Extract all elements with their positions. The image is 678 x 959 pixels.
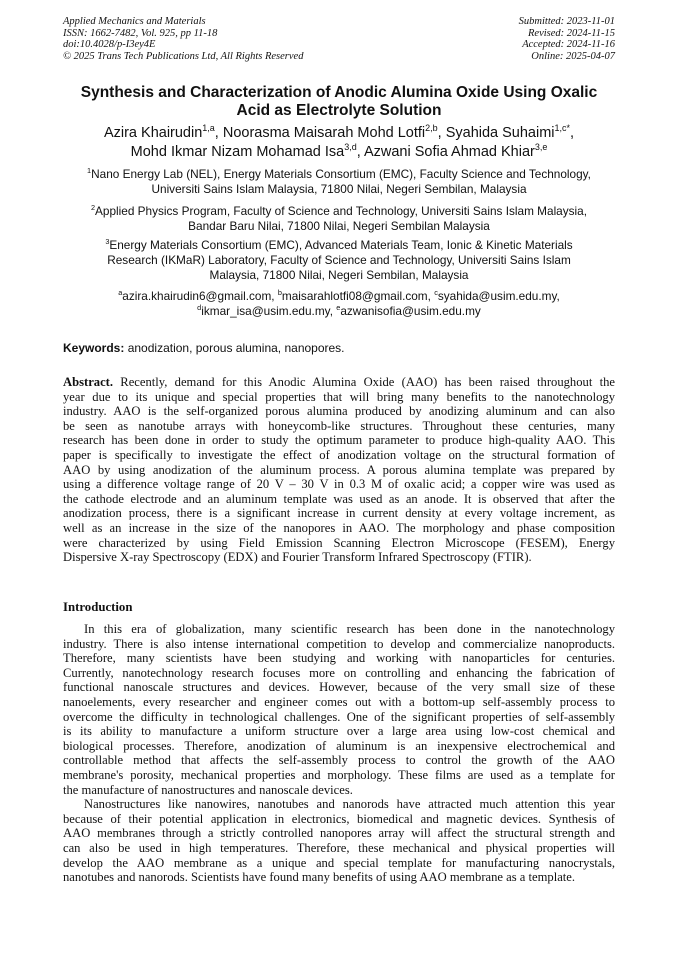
affiliation-line: Nano Energy Lab (NEL), Energy Materials Consortium (EMC), Faculty Science and Technology, [91, 167, 591, 181]
author-sup: 1,c* [554, 123, 571, 134]
abstract-line: Recently, demand for this Anodic Alumina Oxide (AAO) has been raised throughout the [120, 375, 615, 389]
doi-link[interactable]: doi:10.4028/p-I3ey4E [63, 39, 156, 50]
paragraph-line: nanotubes and nanorods. Scientists have found many benefits of using AAO membrane as a template. [63, 870, 576, 885]
title-line-1: Synthesis and Characterization of Anodic Alumina Oxide Using Oxalic [80, 84, 598, 101]
author-name: Syahida Suhaimi [445, 125, 555, 141]
abstract-line: industry. AAO is the self-organized porous alumina produced by anodizing aluminum and can also [63, 404, 615, 419]
abstract-line: the cathode electrode and an aluminum template was used as an anode. It is observed that after the [63, 491, 615, 506]
abstract-line: year due to its unique and special properties that will bring many benefits to the nanotechnology [63, 389, 615, 404]
paragraph-line: Nanostructures like nanowires, nanotubes and nanorods have attracted much attention this year [84, 797, 615, 812]
affiliation-line: Malaysia, 71800 Nilai, Negeri Sembilan, Malaysia [209, 268, 469, 282]
abstract-line: Dispersive X-ray Spectroscopy (EDX) and Fourier Transform Infrared Spectroscopy (FTIR). [63, 550, 532, 565]
abstract [63, 375, 615, 565]
affiliation-3 [63, 238, 615, 283]
email-list: $^a$azira.khairudin6@gmail.com, $^b$maisarahlotfi08@gmail.com, $^c$syahida@usim.edu.my, $^d$ikmar_isa@usim.edu.my, $^e$azwanisofia@usim.edu.my [118, 288, 560, 318]
date-online: Online: 2025-04-07 [531, 50, 615, 62]
paragraph-line: can also be used in high temperatures. Therefore, these mechanical and physical properties will [63, 840, 615, 855]
abstract-label: Abstract. [63, 375, 114, 389]
keywords-text: anodization, porous alumina, nanopores. [127, 341, 345, 355]
paragraph-line: the manufacture of nanostructures and nanoscale devices. [63, 782, 353, 797]
date-revised: Revised: 2024-11-15 [528, 27, 615, 39]
affiliation-line: Bandar Baru Nilai, 71800 Nilai, Negeri Sembilan Malaysia [188, 219, 490, 233]
journal-issn: ISSN: 1662-7482, Vol. 925, pp 11-18 [63, 27, 218, 39]
abstract-line: were characterized by using Field Emission Scanning Electron Microscope (FESEM), Energy [63, 535, 615, 550]
author-name: Mohd Ikmar Nizam Mohamad Isa [130, 144, 345, 160]
journal-name: Applied Mechanics and Materials [63, 16, 206, 27]
email-link[interactable]: ikmar_isa@usim.edu.my [201, 304, 330, 318]
paragraph-line: nanoelements, every researcher and engineer comes out with a bottom-up self-assembly process to [63, 694, 615, 709]
affiliation-line: Research (IKMaR) Laboratory, Faculty of Science and Technology, Universiti Sains Islam [107, 253, 571, 267]
abstract-line: paper is specifically to investigate the effect of anodization voltage on the structural formation of [63, 447, 615, 462]
copyright: © 2025 Trans Tech Publications Ltd, All Rights Reserved [63, 50, 304, 62]
keywords [63, 341, 345, 356]
author-name: Azwani Sofia Ahmad Khiar [363, 144, 535, 160]
affiliation-line: Applied Physics Program, Faculty of Science and Technology, Universiti Sains Islam Malaysia, [95, 204, 588, 218]
affiliation-num: 2 [90, 203, 96, 213]
paragraph-line: biological processes. Therefore, anodization of aluminum is an inexpensive electrochemical and [63, 738, 615, 753]
email-link[interactable]: azwanisofia@usim.edu.my [340, 304, 481, 318]
abstract-line: research has been done in order to study the optimum parameter to produce high-quality AAO. This [63, 433, 615, 448]
section-heading-introduction: Introduction [63, 600, 133, 614]
abstract-line: using a difference voltage range of 20 V – 30 V in 0.3 M of oxalic acid; a copper wire was used as [63, 477, 615, 492]
paragraph-line: Currently, nanotechnology research focuses more on controlling and enhancing the fabrication of [63, 665, 615, 680]
journal-header-right [519, 16, 615, 62]
abstract-line: anodization process, there is a significant increase in current density at every voltage increment, as [63, 506, 615, 521]
affiliation-num: 3 [105, 237, 110, 247]
author-list: Azira Khairudin$^{1,a}$, Noorasma Maisarah Mohd Lotfi$^{2,b}$, Syahida Suhaimi$^{1,c*}$, Mohd Ikmar Nizam Mohamad Isa$^{3,d}$, Azwani Sofia Ahmad Khiar$^{3,e}$ [103, 123, 575, 160]
paragraph-line: develop the AAO membrane as a unique and special template for manufacturing nanocrystals, [63, 855, 615, 870]
date-accepted: Accepted: 2024-11-16 [522, 39, 615, 50]
paragraph-line: In this era of globalization, many scientific research has been done in the nanotechnology [84, 622, 615, 636]
author-sup: 3,d [344, 142, 357, 153]
author-sup: 2,b [425, 123, 438, 134]
paragraph-line: controllable method that affects the self-assembly process to control the growth of the AAO [63, 753, 615, 768]
email-link[interactable]: maisarahlotfi08@gmail.com [281, 289, 428, 303]
keywords-label: Keywords: [63, 341, 125, 355]
affiliation-line: Universiti Sains Islam Malaysia, 71800 Nilai, Negeri Sembilan, Malaysia [151, 182, 527, 196]
author-name: Azira Khairudin [103, 125, 203, 141]
affiliation-1 [63, 167, 615, 197]
author-sup: 1,a [202, 123, 215, 134]
affiliation-line: Energy Materials Consortium (EMC), Advanced Materials Team, Ionic & Kinetic Materials [109, 238, 573, 252]
paragraph-line: AAO membranes through a strictly controlled nanopores array will affect the structural strength and [63, 826, 615, 841]
paper-title [63, 84, 615, 120]
affiliation-2 [63, 204, 615, 234]
author-name: Noorasma Maisarah Mohd Lotfi [222, 125, 426, 141]
author-sup: 3,e [534, 142, 548, 153]
email-link[interactable]: azira.khairudin6@gmail.com [122, 289, 272, 303]
paragraph-line: membrane's porosity, mechanical properties and morphology. These films are used as a template for [63, 767, 615, 782]
abstract-line: well as an increase in the size of the nanopores in AAO. The morphology and phase composition [63, 520, 615, 535]
title-line-2: Acid as Electrolyte Solution [236, 102, 442, 119]
paragraph-line: is its ability to manufacture a uniform structure over a large area using low-cost chemical and [63, 724, 615, 739]
journal-header-left [63, 16, 303, 62]
abstract-line: AAO by using anodization of the aluminum process. A porous alumina template was prepared by [63, 462, 615, 477]
date-submitted: Submitted: 2023-11-01 [518, 16, 615, 27]
paragraph-line: overcome the difficulty in technological challenges. One of the significant properties of self-assembly [63, 709, 615, 724]
paragraph-line: Therefore, many scientists have been studying and working with nanoparticles for centuries. [63, 651, 615, 666]
paragraph-line: industry. There is also intense international competition to develop and commercialize nanoproducts. [63, 636, 615, 651]
affiliation-num: 1 [87, 166, 92, 176]
paragraph-line: functional nanoscale structures and devices. However, because of the very small size of these [63, 680, 615, 695]
abstract-line: be seen as nanotube arrays with honeycomb-like structures. Throughout these centuries, many [63, 418, 615, 433]
email-link[interactable]: syahida@usim.edu.my [437, 289, 557, 303]
paragraph-line: because of their potential application in electronics, biomedical and magnetic devices. Synthesis of [63, 811, 615, 826]
introduction-body [63, 622, 615, 885]
